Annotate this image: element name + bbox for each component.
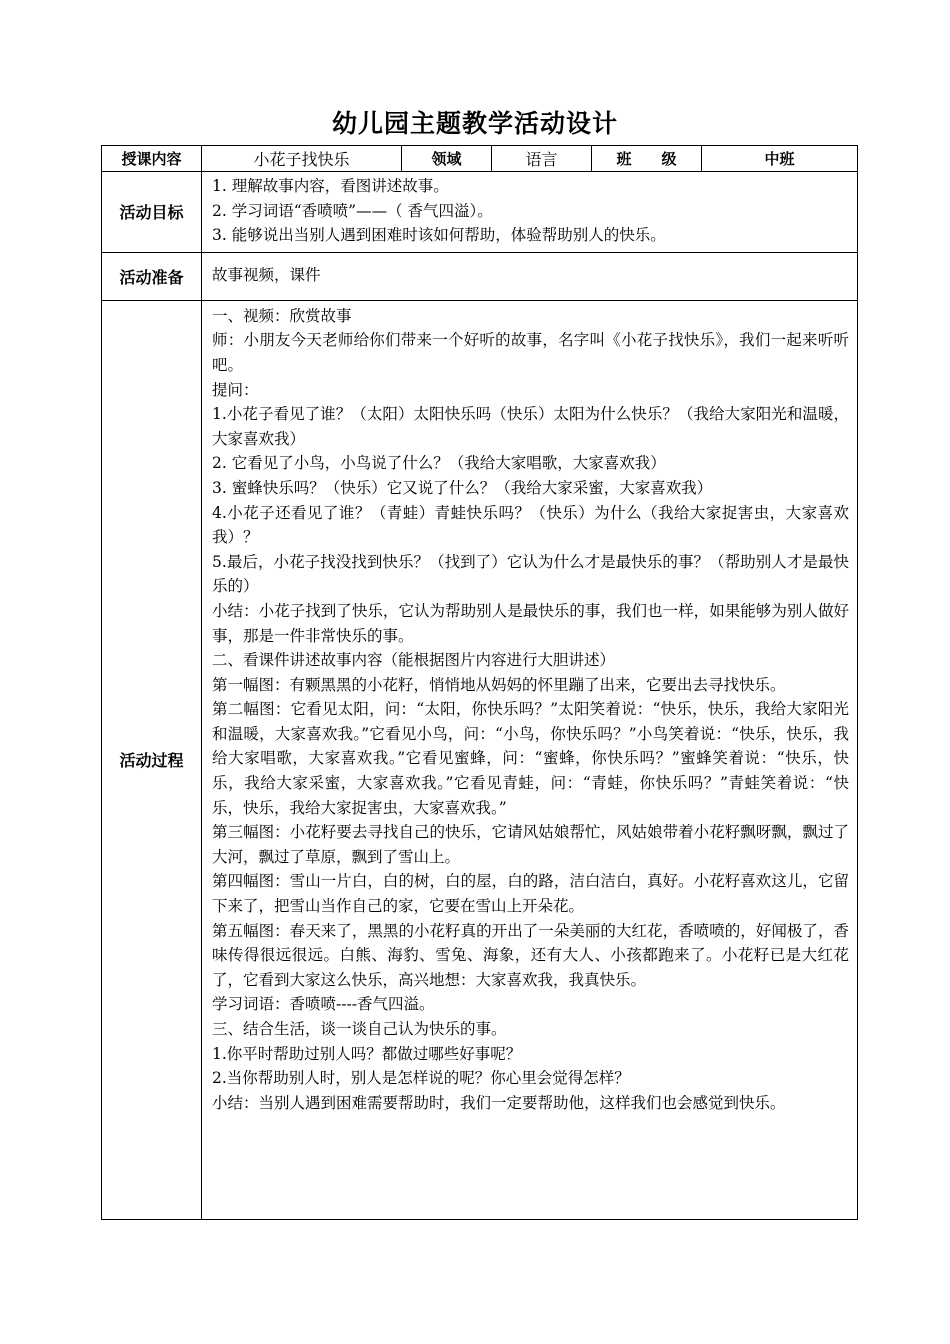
process-paragraph: 小结：小花子找到了快乐，它认为帮助别人是最快乐的事，我们也一样，如果能够为别人做好事，那是一件非常快乐的事。: [212, 601, 849, 645]
process-paragraph: 第一幅图：有颗黑黑的小花籽，悄悄地从妈妈的怀里蹦了出来，它要出去寻找快乐。: [212, 675, 786, 694]
field-label: 领域: [402, 146, 492, 172]
process-paragraph: 二、看课件讲述故事内容（能根据图片内容进行大胆讲述）: [212, 651, 616, 670]
process-paragraph: 1.你平时帮助过别人吗？都做过哪些好事呢？: [212, 1044, 522, 1063]
process-paragraph: 一、视频：欣赏故事: [212, 306, 352, 325]
process-paragraph: 小结：当别人遇到困难需要帮助时，我们一定要帮助他，这样我们也会感觉到快乐。: [212, 1093, 786, 1112]
process-paragraph: 师：小朋友今天老师给你们带来一个好听的故事，名字叫《小花子找快乐》，我们一起来听听吧。: [212, 331, 849, 374]
process-paragraph: 第三幅图：小花籽要去寻找自己的快乐，它请风姑娘帮忙，风姑娘带着小花籽飘呀飘，飘过了大河，飘过了草原，飘到了雪山上。: [212, 823, 849, 866]
page-title: 幼儿园主题教学活动设计: [331, 109, 618, 138]
process-body: [202, 301, 857, 1120]
process-paragraph: 三、结合生活，谈一谈自己认为快乐的事。: [212, 1020, 507, 1038]
process-label: 活动过程: [102, 300, 202, 1219]
goal-item: 2. 学习词语“香喷喷”——（ 香气四溢）。: [212, 201, 493, 220]
prep-content: 故事视频，课件: [202, 252, 858, 300]
goals-content: [202, 172, 858, 253]
lesson-plan-table: [101, 145, 858, 1220]
goal-item: 1. 理解故事内容，看图讲述故事。: [212, 177, 449, 195]
process-content: [202, 300, 858, 1219]
process-paragraph: 3. 蜜蜂快乐吗？（快乐）它又说了什么？（我给大家采蜜，大家喜欢我）: [212, 478, 713, 497]
header-row: [102, 146, 858, 172]
goal-item: 3. 能够说出当别人遇到困难时该如何帮助，体验帮助别人的快乐。: [212, 226, 666, 245]
process-paragraph: 4.小花子还看见了谁？（青蛙）青蛙快乐吗？（快乐）为什么（我给大家捉害虫，大家喜欢我）？: [212, 503, 849, 547]
process-paragraph: 提问：: [212, 380, 259, 399]
course-label: 授课内容: [102, 146, 202, 172]
course-value: 小花子找快乐: [202, 146, 402, 172]
process-paragraph: 2.当你帮助别人时，别人是怎样说的呢？你心里会觉得怎样？: [212, 1069, 630, 1088]
prep-label: 活动准备: [102, 252, 202, 300]
goals-row: [102, 172, 858, 253]
process-paragraph: 学习词语：香喷喷----香气四溢。: [212, 995, 435, 1014]
process-paragraph: 1.小花子看见了谁？（太阳）太阳快乐吗（快乐）太阳为什么快乐？（我给大家阳光和温暖，大家喜欢我）: [212, 405, 849, 448]
process-paragraph: 第五幅图：春天来了，黑黑的小花籽真的开出了一朵美丽的大红花，香喷喷的，好闻极了，香味传得很远很远。白熊、海豹、雪兔、海象，还有大人、小孩都跑来了。小花籽已是大红花了，它看到大家这么快乐，高兴地想：大家喜欢我，我真快乐。: [212, 921, 849, 989]
grade-value: 中班: [702, 146, 858, 172]
goals-label: 活动目标: [102, 172, 202, 253]
process-paragraph: 2. 它看见了小鸟，小鸟说了什么？（我给大家唱歌，大家喜欢我）: [212, 454, 666, 473]
process-paragraph: 5.最后，小花子找没找到快乐？（找到了）它认为什么才是最快乐的事？（帮助别人才是最快乐的）: [212, 552, 849, 596]
field-value: 语言: [492, 146, 592, 172]
process-paragraph: 第二幅图：它看见太阳，问：“太阳，你快乐吗？”太阳笑着说：“快乐，快乐，我给大家阳光和温暖，大家喜欢我。”它看见小鸟，问：“小鸟，你快乐吗？”小鸟笑着说：“快乐，快乐，我给大家唱歌，大家喜欢我。”它看见蜜蜂，问：“蜜蜂，你快乐吗？”蜜蜂笑着说：“快乐，快乐，我给大家采蜜，大家喜欢我。”它看见青蛙，问：“青蛙，你快乐吗？”青蛙笑着说：“快乐，快乐，我给大家捉害虫，大家喜欢我。”: [212, 700, 849, 817]
process-paragraph: 第四幅图：雪山一片白，白的树，白的屋，白的路，洁白洁白，真好。小花籽喜欢这儿，它留下来了，把雪山当作自己的家，它要在雪山上开朵花。: [212, 872, 849, 916]
process-row: [102, 300, 858, 1219]
grade-label: 班 级: [592, 146, 702, 172]
prep-row: [102, 252, 858, 300]
